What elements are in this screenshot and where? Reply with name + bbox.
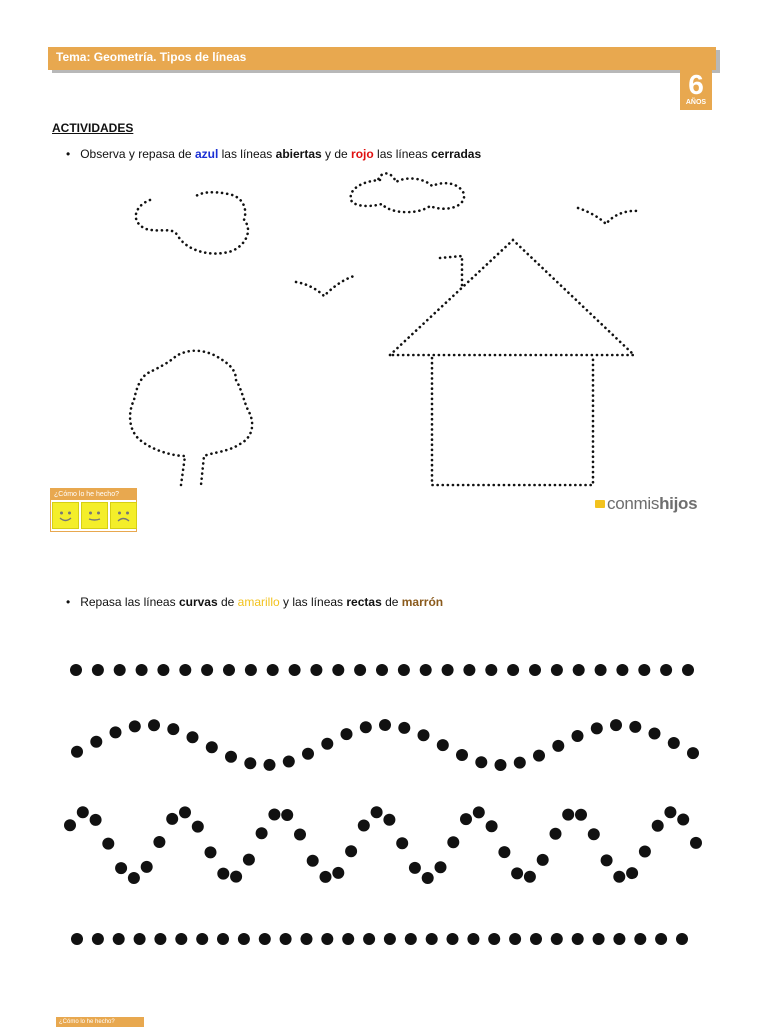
trace-dot (360, 721, 372, 733)
self-check-title: ¿Cómo lo he hecho? (51, 489, 136, 500)
trace-dot (115, 862, 127, 874)
trace-dot (511, 867, 523, 879)
trace-dot (281, 809, 293, 821)
trace-dot (196, 933, 208, 945)
color-word-blue: azul (194, 147, 219, 161)
instruction-text: y de (321, 147, 352, 161)
trace-dot (230, 871, 242, 883)
trace-dot (238, 933, 250, 945)
trace-dot (426, 933, 438, 945)
wavy-line (71, 719, 699, 771)
instruction-text: de (381, 595, 402, 609)
trace-dot (114, 664, 126, 676)
trace-dot (267, 664, 279, 676)
zigzag-curve-line (64, 806, 702, 884)
trace-dot (225, 751, 237, 763)
trace-dot (64, 819, 76, 831)
trace-dot (128, 872, 140, 884)
keyword-open: abiertas (275, 147, 322, 161)
trace-dot (639, 846, 651, 858)
trace-dot (371, 806, 383, 818)
trace-dot (463, 664, 475, 676)
trace-dot (166, 813, 178, 825)
trace-dot (206, 741, 218, 753)
trace-dot (205, 846, 217, 858)
trace-dot (187, 731, 199, 743)
trace-dot (514, 757, 526, 769)
trace-dot (244, 757, 256, 769)
trace-dot (447, 836, 459, 848)
trace-dot (136, 664, 148, 676)
page-title: Tema: Geometría. Tipos de líneas (56, 50, 247, 64)
trace-dot (634, 933, 646, 945)
trace-dot (660, 664, 672, 676)
keyword-straight: rectas (346, 595, 382, 609)
trace-dot (398, 722, 410, 734)
trace-dot (294, 829, 306, 841)
trace-dot (507, 664, 519, 676)
trace-dot (102, 838, 114, 850)
trace-dot (320, 871, 332, 883)
trace-dot (268, 809, 280, 821)
trace-dot (676, 933, 688, 945)
trace-dot (530, 933, 542, 945)
trace-dot (321, 738, 333, 750)
trace-dot (354, 664, 366, 676)
trace-dot (342, 933, 354, 945)
trace-dot (310, 664, 322, 676)
trace-dot (435, 861, 447, 873)
trace-dot (485, 664, 497, 676)
trace-dot (655, 933, 667, 945)
trace-dot (537, 854, 549, 866)
trace-dot (179, 664, 191, 676)
trace-dot (148, 719, 160, 731)
instruction-text: las líneas (373, 147, 432, 161)
straight-line-bottom (71, 933, 688, 945)
trace-dot (405, 933, 417, 945)
trace-dot (552, 740, 564, 752)
trace-dot (92, 933, 104, 945)
trace-dot (638, 664, 650, 676)
trace-dot (551, 933, 563, 945)
trace-dot (71, 746, 83, 758)
trace-dot (442, 664, 454, 676)
instruction-text: y las líneas (279, 595, 347, 609)
trace-dot (175, 933, 187, 945)
trace-dot (488, 933, 500, 945)
instruction-text: Observa y repasa de (80, 147, 195, 161)
trace-dot (591, 722, 603, 734)
trace-dot (259, 933, 271, 945)
trace-dot (383, 814, 395, 826)
trace-dot (649, 728, 661, 740)
trace-dot (509, 933, 521, 945)
bullet: • (66, 595, 71, 609)
trace-dot (110, 726, 122, 738)
trace-dot (345, 845, 357, 857)
trace-dot (524, 871, 536, 883)
trace-dot (498, 846, 510, 858)
trace-dot (376, 664, 388, 676)
section-heading: ACTIVIDADES (52, 121, 134, 135)
trace-dot (179, 806, 191, 818)
trace-dot (332, 664, 344, 676)
trace-dot (384, 933, 396, 945)
trace-dot (593, 933, 605, 945)
age-number: 6 (688, 69, 704, 100)
instruction-text: de (217, 595, 238, 609)
trace-dot (289, 664, 301, 676)
trace-dot (302, 748, 314, 760)
trace-dot (588, 828, 600, 840)
trace-dot (616, 664, 628, 676)
trace-dot (533, 750, 545, 762)
trace-dot (613, 933, 625, 945)
keyword-closed: cerradas (431, 147, 482, 161)
trace-dot (610, 719, 622, 731)
logo-part-2: hijos (659, 494, 698, 513)
trace-dot (141, 861, 153, 873)
trace-dot (363, 933, 375, 945)
instruction-text: las líneas (218, 147, 276, 161)
trace-dot (475, 756, 487, 768)
trace-dot (264, 759, 276, 771)
trace-dot (90, 814, 102, 826)
trace-dot (418, 729, 430, 741)
color-word-brown: marrón (401, 595, 444, 609)
trace-dot (341, 728, 353, 740)
trace-dot (677, 814, 689, 826)
trace-dot (550, 828, 562, 840)
trace-dot (134, 933, 146, 945)
trace-dot (682, 664, 694, 676)
trace-dot (613, 871, 625, 883)
age-unit: AÑOS (685, 99, 707, 106)
trace-dot (154, 933, 166, 945)
trace-dot (437, 739, 449, 751)
trace-dot (690, 837, 702, 849)
trace-dot (409, 862, 421, 874)
trace-dot (92, 664, 104, 676)
self-check-title-2: ¿Cómo lo he hecho? (56, 1017, 144, 1027)
trace-dot (562, 809, 574, 821)
trace-dot (201, 664, 213, 676)
keyword-curves: curvas (178, 595, 218, 609)
trace-dot (495, 759, 507, 771)
trace-dot (529, 664, 541, 676)
instruction-text: Repasa las líneas (80, 595, 179, 609)
trace-dot (283, 756, 295, 768)
trace-dot (420, 664, 432, 676)
trace-dot (551, 664, 563, 676)
trace-dot (223, 664, 235, 676)
trace-dot (157, 664, 169, 676)
trace-dot (71, 933, 83, 945)
trace-dot (473, 806, 485, 818)
trace-dot (301, 933, 313, 945)
trace-dot (379, 719, 391, 731)
trace-dot (652, 820, 664, 832)
trace-dot (572, 933, 584, 945)
color-word-yellow: amarillo (237, 595, 280, 609)
bullet: • (66, 147, 71, 161)
trace-dot (687, 747, 699, 759)
trace-dot (280, 933, 292, 945)
trace-dot (601, 854, 613, 866)
trace-dot (217, 868, 229, 880)
trace-dot (447, 933, 459, 945)
trace-dot (245, 664, 257, 676)
trace-dot (626, 867, 638, 879)
trace-dot (572, 730, 584, 742)
trace-dot (460, 813, 472, 825)
trace-dot (167, 723, 179, 735)
trace-dot (422, 872, 434, 884)
trace-dot (358, 820, 370, 832)
trace-dot (321, 933, 333, 945)
trace-dot (129, 720, 141, 732)
trace-dot (332, 867, 344, 879)
trace-dot (307, 855, 319, 867)
trace-dot (573, 664, 585, 676)
trace-dot (192, 821, 204, 833)
trace-dot (90, 736, 102, 748)
trace-dot (217, 933, 229, 945)
trace-dot (396, 837, 408, 849)
trace-dot (398, 664, 410, 676)
straight-line-top (70, 664, 694, 676)
trace-dot (467, 933, 479, 945)
trace-dot (243, 854, 255, 866)
trace-dot (70, 664, 82, 676)
trace-dot (113, 933, 125, 945)
trace-dot (629, 721, 641, 733)
trace-dot (456, 749, 468, 761)
trace-dot (77, 806, 89, 818)
trace-dot (668, 737, 680, 749)
logo-part-1: conmis (607, 494, 660, 513)
trace-dot (486, 820, 498, 832)
color-word-red: rojo (351, 147, 374, 161)
trace-dot (575, 809, 587, 821)
trace-dot (256, 827, 268, 839)
trace-dot (153, 836, 165, 848)
trace-dot (664, 806, 676, 818)
trace-dot (595, 664, 607, 676)
